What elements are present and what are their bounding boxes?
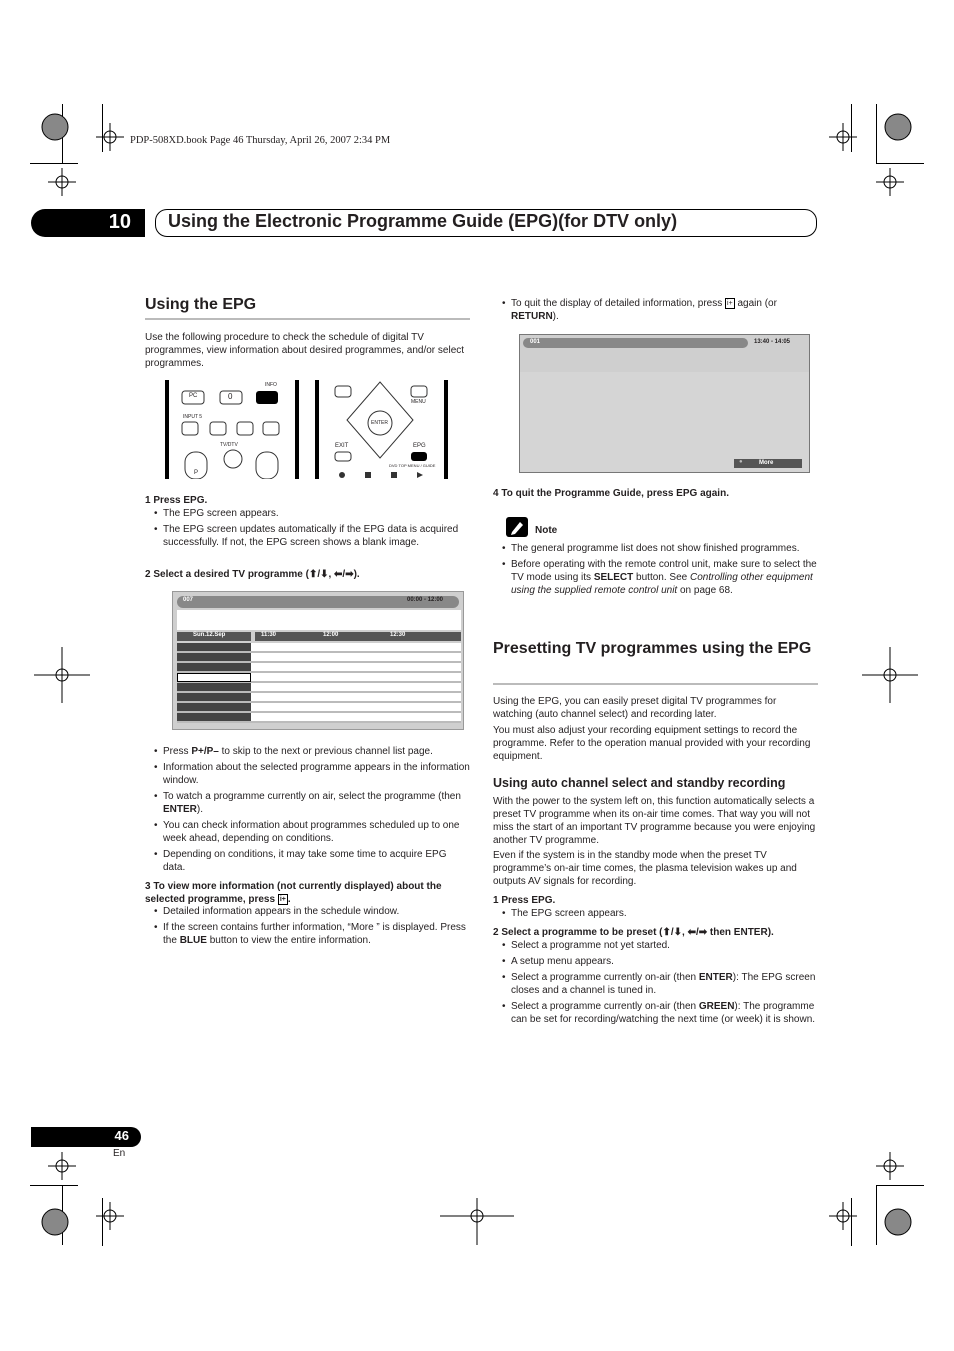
info-icon: i+ bbox=[279, 896, 286, 903]
paragraph: You must also adjust your recording equipment settings to record the programme. Refer to the operation manual provided with your recording equipment. bbox=[493, 725, 811, 762]
right-step-1: 1 Press EPG. bbox=[493, 895, 556, 906]
left-bullets-a bbox=[145, 745, 470, 874]
bullet: • You can check information about programmes scheduled up to one week ahead, depending on conditions. bbox=[145, 819, 470, 845]
left-step-1: 1 Press EPG. bbox=[145, 495, 208, 506]
chapter-title: Using the Electronic Programme Guide (EPG)(for DTV only) bbox=[155, 209, 817, 237]
file-info: PDP-508XD.book Page 46 Thursday, April 26, 2007 2:34 PM bbox=[130, 135, 391, 146]
paragraph: Using the EPG, you can easily preset digital TV programmes for watching (auto channel select) and recording later. bbox=[493, 696, 777, 720]
epg-date: Sun.12.Sep bbox=[193, 632, 226, 638]
right-step-4: 4 To quit the Programme Guide, press EPG again. bbox=[493, 488, 729, 499]
epg-screen bbox=[172, 591, 464, 730]
bullet: • To watch a programme currently on air, select the programme (then ENTER). bbox=[145, 790, 470, 816]
epg-channel: 007 bbox=[183, 597, 194, 603]
detail-channel: 001 bbox=[530, 339, 541, 345]
right-step-2: 2 Select a programme to be preset (⬆/⬇, ⬅/➡ then ENTER). bbox=[493, 927, 774, 938]
more-label: More bbox=[759, 460, 774, 466]
zero-label: 0 bbox=[228, 392, 233, 401]
dvd-label: DVD TOP MENU / GUIDE bbox=[389, 463, 436, 468]
bullet: • Depending on conditions, it may take some time to acquire EPG data. bbox=[145, 848, 470, 874]
left-step1-bullets bbox=[145, 507, 470, 549]
chapter-number: 10 bbox=[31, 209, 145, 237]
bullet: • Select a programme currently on-air (then GREEN): The programme can be set for recording/watching the next time (or week) it is shown. bbox=[493, 1000, 818, 1026]
blue-dot-icon: ● bbox=[739, 459, 743, 465]
input5-label: INPUT 5 bbox=[183, 414, 203, 420]
section-title-presetting: Presetting TV programmes using the EPG bbox=[493, 640, 812, 657]
info-label: INFO bbox=[265, 382, 277, 388]
bullet: • Information about the selected programme appears in the information window. bbox=[145, 761, 470, 787]
quit-bullet: • To quit the display of detailed information, press i+ again (or RETURN). bbox=[493, 297, 818, 323]
info-icon: i+ bbox=[727, 300, 733, 307]
bullet: • The general programme list does not show finished programmes. bbox=[493, 542, 818, 555]
bullet: • If the screen contains further information, “More ” is displayed. Press the BLUE button to view the entire information. bbox=[145, 921, 470, 947]
pc-label: PC bbox=[189, 393, 198, 399]
subsection-title: Using auto channel select and standby recording bbox=[493, 776, 786, 790]
section-title-using-epg: Using the EPG bbox=[145, 296, 257, 313]
intro-paragraph: Use the following procedure to check the schedule of digital TV programmes, view information about desired programmes, and/or select programmes. bbox=[145, 332, 465, 369]
section-rule bbox=[493, 683, 818, 685]
right-step1-bullet: • The EPG screen appears. bbox=[493, 907, 818, 920]
paragraph: With the power to the system left on, this function automatically selects a preset TV programme when its on-air time comes. That way you will not miss the start of an important TV programme because you were enjoying another TV programme. bbox=[493, 796, 816, 846]
detail-time: 13:40 - 14:05 bbox=[754, 339, 791, 345]
note-icon bbox=[506, 517, 528, 537]
p-label: P bbox=[194, 470, 199, 476]
left-bullets-b bbox=[145, 905, 470, 947]
bullet: • The EPG screen appears. bbox=[145, 507, 470, 520]
detail-screen bbox=[519, 334, 810, 473]
epg-time-1: 11:30 bbox=[261, 632, 277, 638]
section-rule bbox=[145, 318, 470, 320]
bullet: • Select a programme currently on-air (then ENTER): The EPG screen closes and a channel is tuned in. bbox=[493, 971, 818, 997]
note-title: Note bbox=[535, 525, 558, 536]
menu-label: MENU bbox=[411, 399, 426, 405]
bullet: • Select a programme not yet started. bbox=[493, 939, 818, 952]
epg-time-range: 00:00 - 12:00 bbox=[407, 597, 444, 603]
language-label: En bbox=[113, 1148, 126, 1159]
epg-time-3: 12:30 bbox=[390, 632, 406, 638]
note-bullets bbox=[493, 542, 818, 597]
tvdtv-label: TV/DTV bbox=[220, 442, 238, 448]
epg-time-2: 12:00 bbox=[323, 632, 339, 638]
remote-illustration bbox=[165, 380, 448, 479]
epg-label: EPG bbox=[413, 443, 426, 449]
left-step-3: 3 To view more information (not currently displayed) about the selected programme, press i+ . bbox=[145, 881, 442, 905]
left-step-2: 2 Select a desired TV programme (⬆/⬇, ⬅/➡). bbox=[145, 569, 360, 580]
exit-label: EXIT bbox=[335, 443, 349, 449]
bullet: • Press P+/P– to skip to the next or previous channel list page. bbox=[145, 745, 470, 758]
bullet: • Detailed information appears in the schedule window. bbox=[145, 905, 470, 918]
bullet: • A setup menu appears. bbox=[493, 955, 818, 968]
paragraph: Even if the system is in the standby mode when the preset TV programme’s on-air time comes, the plasma television wakes up and outputs AV signals for recording. bbox=[493, 850, 797, 887]
bullet: • The EPG screen updates automatically if the EPG data is acquired successfully. If not, the EPG screen shows a blank image. bbox=[145, 523, 470, 549]
page-number: 46 bbox=[31, 1127, 141, 1147]
enter-label: ENTER bbox=[371, 420, 388, 426]
right-step2-bullets bbox=[493, 939, 818, 1026]
bullet: • Before operating with the remote control unit, make sure to select the TV mode using its SELECT button. See Controlling other equipment using the supplied remote control unit on page 68. bbox=[493, 558, 818, 597]
